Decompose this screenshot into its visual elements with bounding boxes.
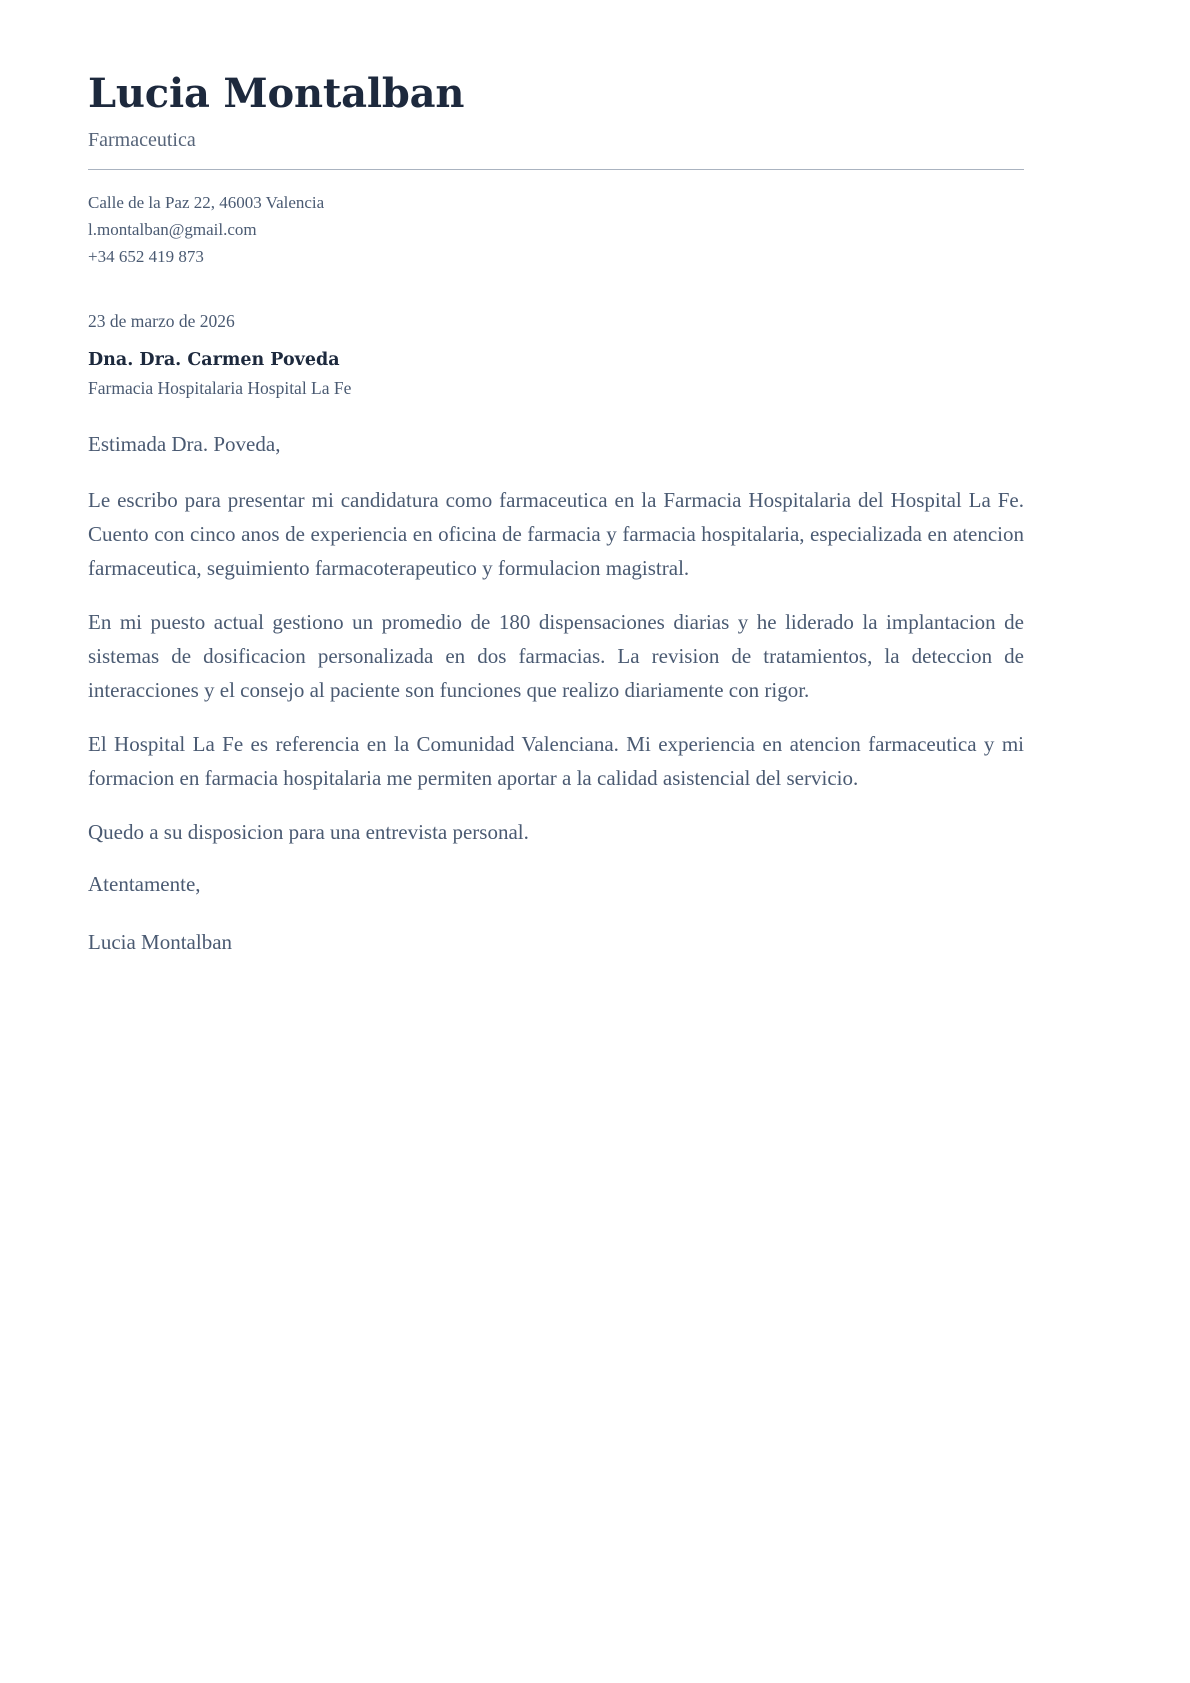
recipient-name: Dna. Dra. Carmen Poveda (88, 349, 340, 370)
closing-salutation: Atentamente, (88, 872, 201, 897)
sender-contact-block (88, 190, 1024, 271)
body-paragraph-1: Le escribo para presentar mi candidatura como farmaceutica en la Farmacia Hospitalaria del Hospital La Fe. Cuento con cinco anos de experiencia en oficina de farmacia y farmacia hospitalaria, especializada en atencion farmaceutica, seguimiento farmacoterapeutico y formulacion magistral. (88, 487, 1024, 580)
sender-name: Lucia Montalban (88, 70, 465, 117)
header-divider (88, 169, 1024, 170)
letter-header (88, 72, 1024, 170)
salutation: Estimada Dra. Poveda, (88, 432, 281, 457)
letter-body (88, 429, 1024, 958)
sender-address: Calle de la Paz 22, 46003 Valencia (88, 192, 325, 212)
body-paragraph-3: El Hospital La Fe es referencia en la Comunidad Valenciana. Mi experiencia en atencion farmaceutica y mi formacion en farmacia hospitalaria me permiten aportar a la calidad asistencial del servicio. (88, 731, 1024, 790)
body-paragraph-2: En mi puesto actual gestiono un promedio de 180 dispensaciones diarias y he liderado la implantacion de sistemas de dosificacion personalizada en dos farmacias. La revision de tratamientos, la deteccion de interacciones y el consejo al paciente son funciones que realizo diariamente con rigor. (88, 609, 1024, 702)
letter-date: 23 de marzo de 2026 (88, 311, 235, 332)
sender-phone[interactable]: +34 652 419 873 (88, 246, 204, 266)
recipient-block (88, 348, 1024, 402)
sender-job-title: Farmaceutica (88, 128, 196, 151)
cover-letter (88, 72, 1024, 958)
recipient-organization: Farmacia Hospitalaria Hospital La Fe (88, 378, 352, 398)
signature-name: Lucia Montalban (88, 929, 233, 954)
sender-email[interactable]: l.montalban@gmail.com (88, 219, 257, 239)
body-paragraph-4: Quedo a su disposicion para una entrevista personal. (88, 820, 529, 844)
